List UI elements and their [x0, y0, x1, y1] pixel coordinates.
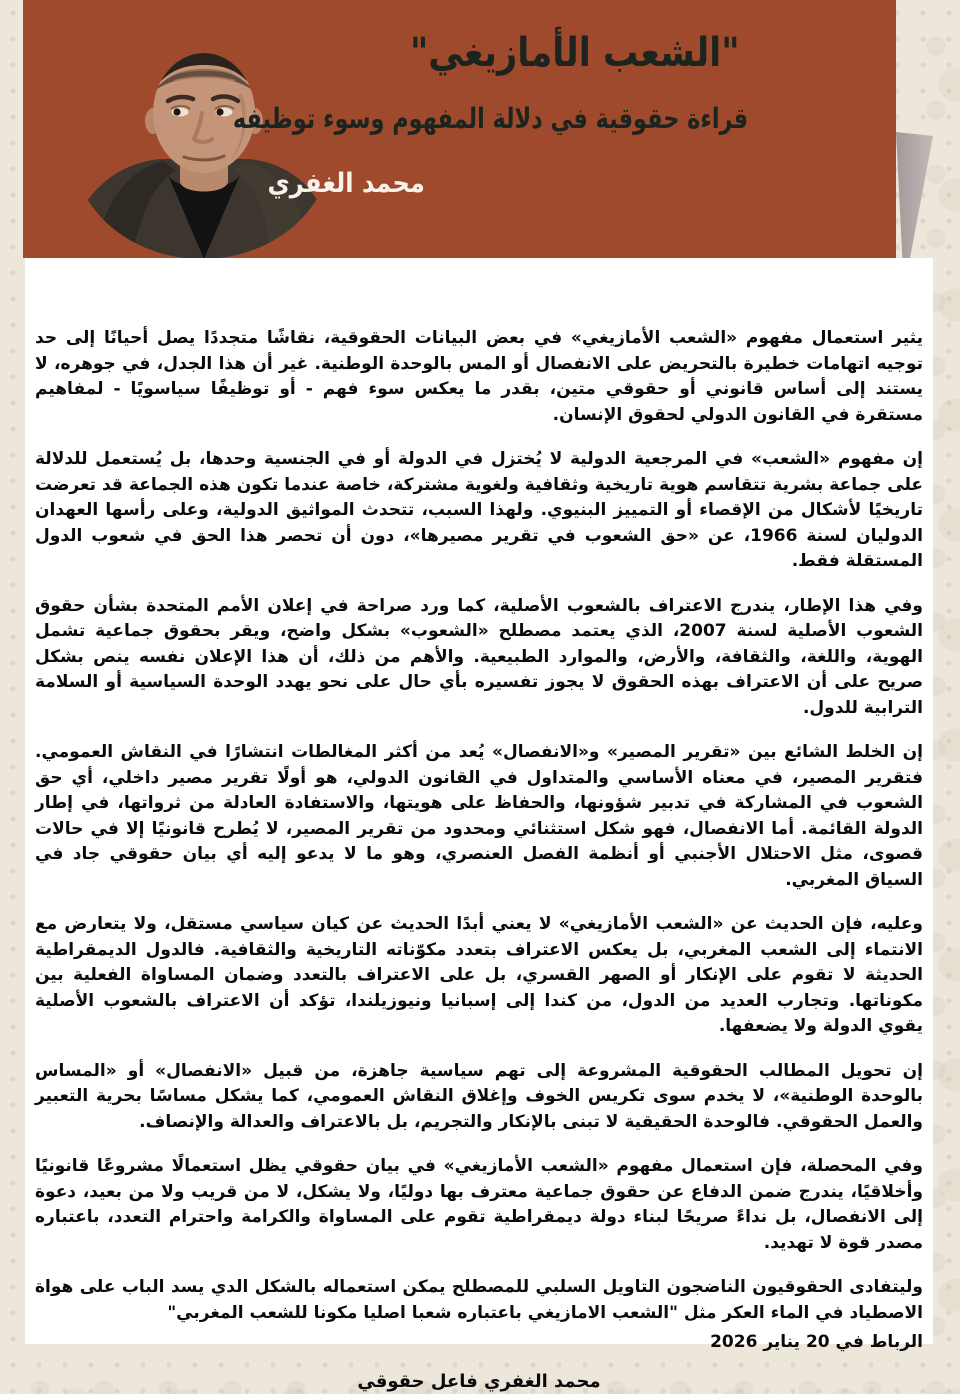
article-subtitle: قراءة حقوقية في دلالة المفهوم وسوء توظيفه — [232, 102, 748, 135]
article-paragraph: وفي هذا الإطار، يندرج الاعتراف بالشعوب الأصلية، كما ورد صراحة في إعلان الأمم المتحدة بشأن حقوق الشعوب الأصلية لسنة 2007، الذي يعتمد مصطلح «الشعوب» بشكل واضح، ويقر بحقوق جماعية تشمل الهوية، واللغة، والثقافة، والأرض، والموارد الطبيعية. والأهم من ذلك، أن هذا الإعلان نفسه ينص بشكل صريح على أن الاعتراف بهذه الحقوق لا يجوز تفسيره بأي حال على نحو يهدد الوحدة السياسية أو السلامة الترابية للدول. — [35, 595, 924, 718]
article-paragraph: إن مفهوم «الشعب» في المرجعية الدولية لا يُختزل في الدولة أو في الجنسية وحدها، بل يُستعمل للدلالة على جماعة بشرية تتقاسم هوية تاريخية وثقافية ولغوية مشتركة، خاصة عندما تكون هذه الجماعة قد تعرضت تاريخيًا لأشكال من الإقصاء أو التمييز البنيوي. ولهذا السبب، تتحدث المواثيق الدولية، وعلى رأسها العهدان الدوليان لسنة 1966، عن «حق الشعوب في تقرير مصيرها»، دون أن تحصر هذا الحق في شعوب الدول المستقلة فقط. — [35, 449, 923, 571]
article-title: "الشعب الأمازيغي" — [410, 30, 740, 76]
signature: محمد الغفري فاعل حقوقي — [357, 1371, 601, 1392]
author-name: محمد الغفري — [267, 168, 425, 199]
article-paragraph: يثير استعمال مفهوم «الشعب الأمازيغي» في بعض البيانات الحقوقية، نقاشًا متجددًا يصل أحيانًا إلى حد توجيه اتهامات خطيرة بالتحريض على الانفصال أو المس بالوحدة الوطنية. غير أن هذا الجدل، في جوهره، لا يستند إلى أساس قانوني أو حقوقي متين، بقدر ما يعكس سوء فهم - أو توظيفًا سياسويًا - لمفاهيم مستقرة في القانون الدولي لحقوق الإنسان. — [35, 328, 923, 425]
article-paragraph: وليتفادى الحقوقيون الناضجون التاويل السلبي للمصطلح يمكن استعماله بالشكل الدي يسد الباب على هواة الاصطياد في الماء العكر مثل "الشعب الامازيغي باعتباره شعبا اصليا مكونا للشعب المغربي" — [35, 1277, 923, 1323]
author-photo — [72, 33, 332, 259]
author-portrait-graphic — [72, 33, 332, 259]
article-body — [35, 326, 923, 1394]
article-paragraph: وعليه، فإن الحديث عن «الشعب الأمازيغي» لا يعني أبدًا الحديث عن كيان سياسي مستقل، ولا يتعارض مع الانتماء إلى الشعب المغربي، بل يعكس الاعتراف بتعدد مكوّناته التاريخية والثقافية. فالدول الديمقراطية الحديثة لا تقوم على الإنكار أو الصهر القسري، بل على الاعتراف بالتعدد وضمان المساواة الفعلية بين مكوناتها. وتجارب العديد من الدول، من كندا إلى إسبانيا ونيوزيلندا، تؤكد أن الاعتراف بالشعوب الأصلية يقوي الدولة ولا يضعفها. — [35, 914, 923, 1036]
article-paragraph: وفي المحصلة، فإن استعمال مفهوم «الشعب الأمازيغي» في بيان حقوقي يظل استعمالًا مشروعًا قانونيًا وأخلاقيًا، يندرج ضمن الدفاع عن حقوق جماعية معترف بها دوليًا، ولا يشكل، لا من قريب ولا من بعيد، دعوة إلى الانفصال، بل نداءً صريحًا لبناء دولة ديمقراطية تقوم على المساواة والكرامة واحترام التعدد، باعتباره مصدر قوة لا تهديد. — [35, 1156, 923, 1253]
dateline: الرباط في 20 يناير 2026 — [710, 1332, 923, 1352]
article-paragraph: إن الخلط الشائع بين «تقرير المصير» و«الانفصال» يُعد من أكثر المغالطات انتشارًا في النقاش العمومي. فتقرير المصير، في معناه الأساسي والمتداول في القانون الدولي، هو أولًا تقرير مصير داخلي، أي حق الشعوب في المشاركة في تدبير شؤونها، والحفاظ على هويتها، والاستفادة العادلة من ثرواتها، في إطار الدولة القائمة. أما الانفصال، فهو شكل استثنائي ومحدود من تقرير المصير، لا يُطرح قانونيًا إلا في حالات قصوى، مثل الاحتلال الأجنبي أو أنظمة الفصل العنصري، وهو ما لا يدعو إليه أي بيان حقوقي جاد في السياق المغربي. — [35, 742, 923, 890]
article-paragraph: إن تحويل المطالب الحقوقية المشروعة إلى تهم سياسية جاهزة، من قبيل «الانفصال» أو «المساس بالوحدة الوطنية»، لا يخدم سوى تكريس الخوف وإغلاق النقاش العمومي، كما يشكل مساسًا بحرية التعبير والعمل الحقوقي. فالوحدة الحقيقية لا تبنى بالإنكار والتجريم، بل بالاعتراف والعدالة والإنصاف. — [35, 1060, 923, 1132]
